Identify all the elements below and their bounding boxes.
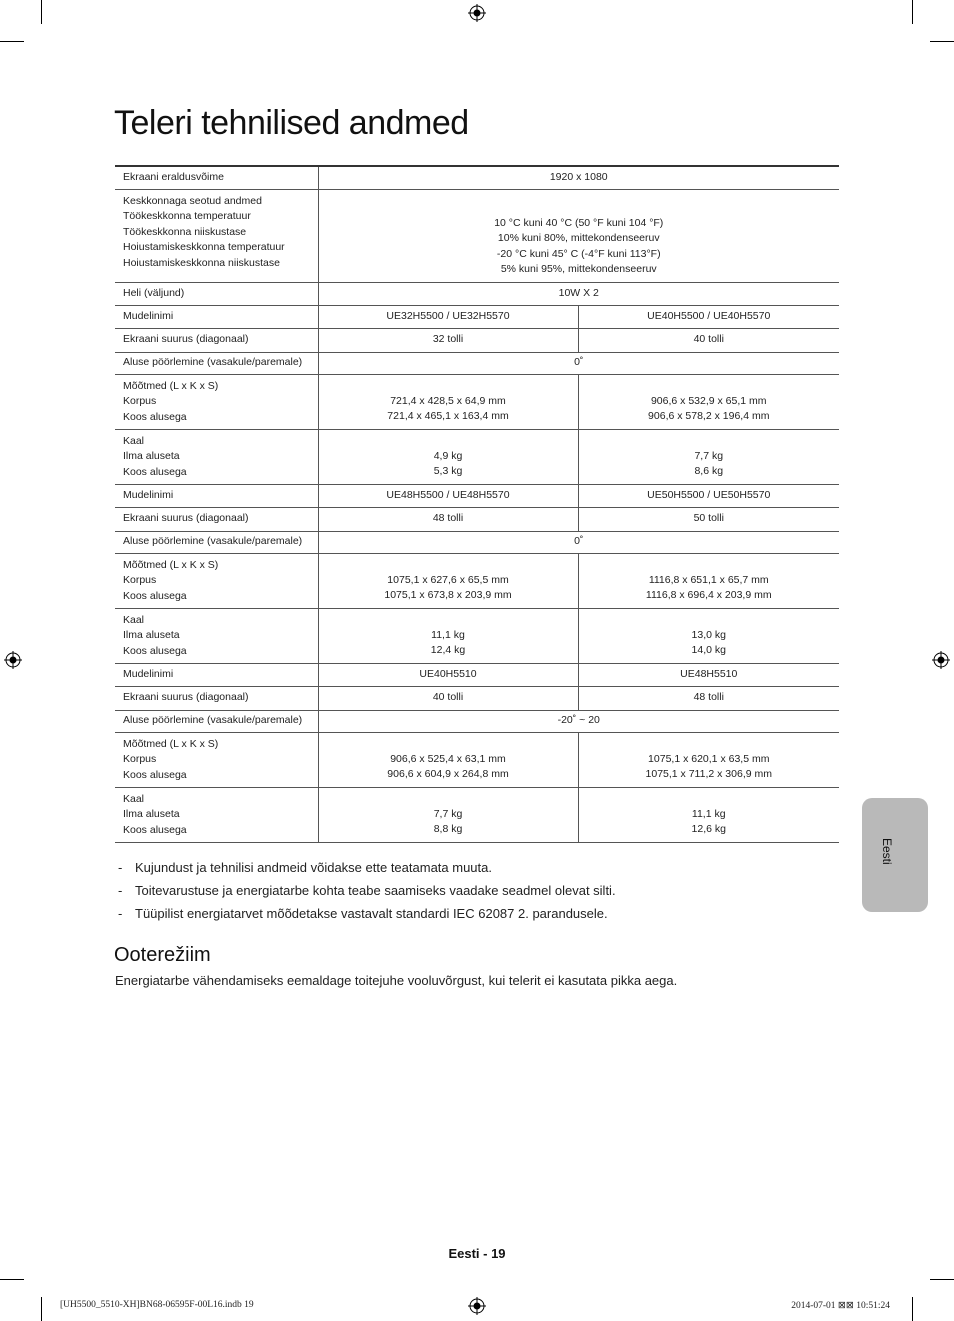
footer-file-info: [UH5500_5510-XH]BN68-06595F-00L16.indb 19: [60, 1300, 254, 1310]
row-label: [115, 189, 318, 282]
size-b: 40 tolli: [578, 328, 839, 352]
swivel-value: 0˚: [318, 531, 839, 553]
cell-line: 13,0 kg: [691, 628, 726, 641]
model-name-a: UE48H5500 / UE48H5570: [318, 484, 578, 507]
model-name-b: UE40H5500 / UE40H5570: [578, 305, 839, 328]
cell-line: 5,3 kg: [433, 465, 463, 477]
cell-line: 7,7 kg: [433, 807, 463, 820]
model-name-a: UE40H5510: [318, 663, 578, 686]
cell-line: 8,8 kg: [433, 823, 463, 835]
row-label: [115, 608, 318, 663]
cell-line: Koos alusega: [123, 465, 187, 478]
cell-line: Mõõtmed (L x K x S): [123, 558, 219, 571]
dimensions-a: [318, 553, 578, 608]
cell-line: 1116,8 x 651,1 x 65,7 mm: [648, 573, 769, 586]
row-label: Aluse pöörlemine (vasakule/paremale): [115, 352, 318, 374]
row-value: 10W X 2: [318, 282, 839, 305]
cell-line: 5% kuni 95%, mittekondenseeruv: [500, 263, 657, 275]
cell-line: 721,4 x 465,1 x 163,4 mm: [387, 410, 509, 422]
row-label: Aluse pöörlemine (vasakule/paremale): [115, 531, 318, 553]
row-label: [115, 553, 318, 608]
dimensions-row: [115, 374, 839, 429]
dimensions-row: [115, 553, 839, 608]
table-row: [115, 282, 839, 305]
page-title: Teleri tehnilised andmed: [114, 104, 469, 142]
weight-row: [115, 608, 839, 663]
cell-line: Hoiustamiskeskkonna temperatuur: [123, 241, 285, 253]
model-row: [115, 484, 839, 507]
cell-line: Mõõtmed (L x K x S): [123, 737, 219, 750]
cell-line: Koos alusega: [123, 768, 187, 781]
table-row: [115, 166, 839, 189]
row-label: [115, 429, 318, 484]
cell-line: 8,6 kg: [694, 465, 724, 477]
cell-line: 11,1 kg: [431, 628, 465, 641]
cell-line: 10% kuni 80%, mittekondenseeruv: [497, 232, 660, 244]
note-item: - Tüüpilist energiatarvet mõõdetakse vastavalt standardi IEC 62087 2. parandusele.: [118, 906, 608, 921]
size-row: [115, 507, 839, 531]
crop-mark: [930, 41, 954, 42]
registration-mark-icon: [468, 1297, 486, 1315]
cell-line: Korpus: [123, 753, 157, 765]
cell-line: 1075,1 x 711,2 x 306,9 mm: [645, 768, 772, 780]
cell-line: Ilma aluseta: [123, 450, 180, 462]
weight-row: [115, 429, 839, 484]
row-value: [318, 189, 839, 282]
cell-line: 14,0 kg: [691, 644, 726, 656]
cell-line: 1075,1 x 673,8 x 203,9 mm: [384, 589, 512, 601]
swivel-value: -20˚ ~ 20: [318, 710, 839, 732]
row-label: Ekraani eraldusvõime: [115, 166, 318, 189]
note-item: - Toitevarustuse ja energiatarbe kohta teabe saamiseks vaadake seadmel olevat silti.: [118, 883, 616, 898]
cell-line: Ilma aluseta: [123, 808, 180, 820]
page-number: Eesti - 19: [448, 1246, 506, 1261]
swivel-row: [115, 531, 839, 553]
model-name-b: UE50H5500 / UE50H5570: [578, 484, 839, 507]
size-row: [115, 328, 839, 352]
row-label: Mudelinimi: [115, 484, 318, 507]
cell-line: 11,1 kg: [691, 807, 726, 820]
crop-mark: [0, 41, 24, 42]
cell-line: 906,6 x 525,4 x 63,1 mm: [390, 752, 506, 765]
table-row: [115, 189, 839, 282]
language-side-tab: [862, 798, 928, 912]
cell-line: Korpus: [123, 395, 157, 407]
cell-line: Kaal: [123, 792, 145, 805]
cell-line: -20 °C kuni 45° C (-4°F kuni 113°F): [496, 247, 661, 260]
standby-heading: Ooterežiim: [114, 944, 211, 966]
model-row: [115, 663, 839, 686]
cell-line: 4,9 kg: [433, 449, 463, 462]
cell-line: Kaal: [123, 434, 145, 447]
cell-line: 12,4 kg: [430, 644, 466, 656]
cell-line: Keskkonnaga seotud andmed: [123, 194, 262, 207]
footer-timestamp: 2014-07-01 ⊠⊠ 10:51:24: [791, 1301, 890, 1311]
weight-a: [318, 608, 578, 663]
row-label: [115, 787, 318, 842]
crop-mark: [930, 1279, 954, 1280]
swivel-value: 0˚: [318, 352, 839, 374]
cell-line: 12,6 kg: [691, 823, 726, 835]
crop-mark: [912, 0, 913, 24]
swivel-row: [115, 710, 839, 732]
language-tab-label: Eesti: [880, 838, 894, 865]
cell-line: 1116,8 x 696,4 x 203,9 mm: [645, 589, 772, 601]
notes-list: [115, 858, 616, 927]
registration-mark-icon: [932, 651, 950, 669]
cell-line: Hoiustamiskeskkonna niiskustase: [123, 256, 280, 269]
dimensions-row: [115, 732, 839, 787]
cell-line: Mõõtmed (L x K x S): [123, 379, 219, 392]
cell-line: 1075,1 x 620,1 x 63,5 mm: [648, 752, 770, 765]
size-a: 48 tolli: [318, 507, 578, 531]
size-b: 48 tolli: [578, 686, 839, 710]
cell-line: Koos alusega: [123, 589, 187, 602]
cell-line: Koos alusega: [123, 823, 187, 836]
cell-line: 906,6 x 604,9 x 264,8 mm: [387, 768, 509, 780]
standby-text: Energiatarbe vähendamiseks eemaldage toitejuhe vooluvõrgust, kui telerit ei kasutata pikka aega.: [115, 973, 678, 988]
row-label: Mudelinimi: [115, 305, 318, 328]
dimensions-b: [578, 553, 839, 608]
cell-line: 7,7 kg: [694, 449, 724, 462]
cell-line: Koos alusega: [123, 410, 187, 423]
dimensions-a: [318, 374, 578, 429]
row-value: 1920 x 1080: [318, 166, 839, 189]
cell-line: Töökeskkonna niiskustase: [123, 225, 247, 238]
cell-line: 721,4 x 428,5 x 64,9 mm: [390, 394, 506, 407]
swivel-row: [115, 352, 839, 374]
weight-row: [115, 787, 839, 842]
weight-b: [578, 787, 839, 842]
size-b: 50 tolli: [578, 507, 839, 531]
row-label: Mudelinimi: [115, 663, 318, 686]
row-label: [115, 732, 318, 787]
cell-line: Koos alusega: [123, 644, 187, 657]
row-label: Ekraani suurus (diagonaal): [115, 686, 318, 710]
row-label: Aluse pöörlemine (vasakule/paremale): [115, 710, 318, 732]
cell-line: Töökeskkonna temperatuur: [123, 210, 251, 222]
model-row: [115, 305, 839, 328]
dimensions-b: [578, 732, 839, 787]
weight-a: [318, 429, 578, 484]
size-a: 40 tolli: [318, 686, 578, 710]
cell-line: 1075,1 x 627,6 x 65,5 mm: [387, 573, 509, 586]
weight-b: [578, 429, 839, 484]
cell-line: Ilma aluseta: [123, 629, 180, 641]
dimensions-b: [578, 374, 839, 429]
row-label: Ekraani suurus (diagonaal): [115, 507, 318, 531]
row-label: [115, 374, 318, 429]
model-name-b: UE48H5510: [578, 663, 839, 686]
weight-a: [318, 787, 578, 842]
crop-mark: [912, 1297, 913, 1321]
cell-line: Kaal: [123, 613, 145, 626]
size-a: 32 tolli: [318, 328, 578, 352]
cell-line: Korpus: [123, 574, 157, 586]
crop-mark: [41, 1297, 42, 1321]
dimensions-a: [318, 732, 578, 787]
weight-b: [578, 608, 839, 663]
registration-mark-icon: [4, 651, 22, 669]
size-row: [115, 686, 839, 710]
crop-mark: [41, 0, 42, 24]
crop-mark: [0, 1279, 24, 1280]
model-name-a: UE32H5500 / UE32H5570: [318, 305, 578, 328]
registration-mark-icon: [468, 4, 486, 22]
row-label: Ekraani suurus (diagonaal): [115, 328, 318, 352]
note-item: - Kujundust ja tehnilisi andmeid võidakse ette teatamata muuta.: [118, 860, 492, 875]
cell-line: 906,6 x 578,2 x 196,4 mm: [648, 410, 770, 422]
spec-table: [115, 165, 839, 843]
row-label: Heli (väljund): [115, 282, 318, 305]
cell-line: 10 °C kuni 40 °C (50 °F kuni 104 °F): [494, 216, 664, 229]
cell-line: 906,6 x 532,9 x 65,1 mm: [650, 394, 767, 407]
